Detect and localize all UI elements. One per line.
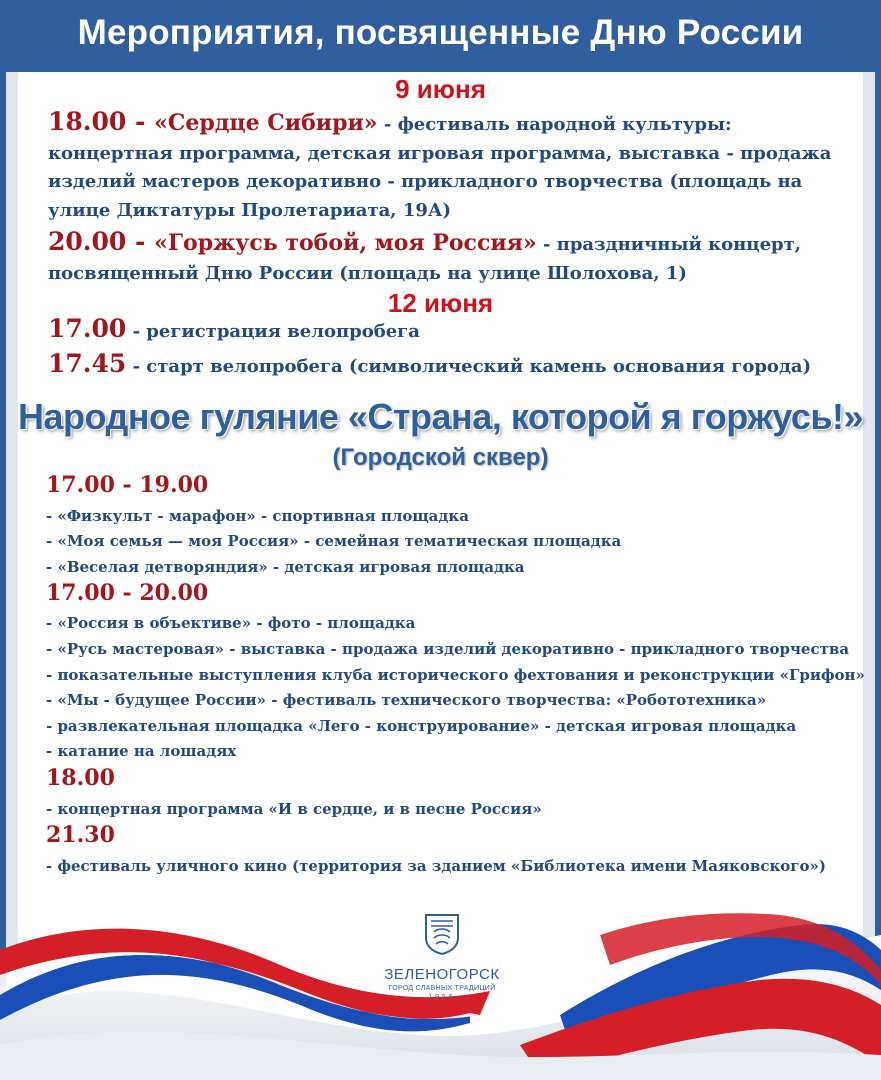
time-slot-4: 21.30 [46,822,115,848]
header-bar [0,0,881,66]
time-slot-2: 17.00 - 20.00 [46,580,209,606]
city-tagline: ГОРОД СЛАВНЫХ ТРАДИЦИЙ [388,985,496,992]
event-entry-4 [48,349,868,378]
list-item: - катание на лошадях [46,742,237,760]
city-logo [372,912,512,1001]
time-slot-3: 18.00 [46,765,115,791]
time-slot-1: 17.00 - 19.00 [46,472,209,498]
event-time: 18.00 - [48,107,155,136]
event-time: 17.45 [48,349,127,378]
page-title: Мероприятия, посвященные Дню России [77,13,804,52]
city-emblem-icon [422,912,462,956]
festival-title: Народное гуляние «Страна, которой я горжусь!» [17,396,864,437]
date-heading-2: 12 июня [387,288,494,318]
list-item: - «Россия в объективе» - фото - площадка [46,614,416,632]
city-year: 1956 [428,994,456,1001]
event-time: 17.00 [48,314,127,343]
list-item: - «Русь мастеровая» - выставка - продажа изделий декоративно - прикладного творчества [46,640,850,658]
list-item: - «Веселая детворяндия» - детская игровая площадка [46,558,525,576]
list-item: - фестиваль уличного кино (территория за зданием «Библиотека имени Маяковского») [46,857,826,875]
event-entry-1 [48,108,848,225]
event-description: - старт велопробега (символический камень основания города) [126,356,812,377]
list-item: - развлекательная площадка «Лего - конструирование» - детская игровая площадка [46,717,797,735]
list-item: - «Моя семья — моя Россия» - семейная тематическая площадка [46,532,622,550]
list-item: - показательные выступления клуба исторического фехтования и реконструкции «Грифон» [46,666,865,684]
event-time: 20.00 - [48,227,155,256]
date-heading-1: 9 июня [395,74,486,104]
list-item: - «Физкульт - марафон» - спортивная площадка [46,507,469,525]
event-title: «Горжусь тобой, моя Россия» [154,230,537,256]
event-entry-2 [48,228,848,288]
event-title: «Сердце Сибири» [154,110,378,136]
city-name: ЗЕЛЕНОГОРСК [384,966,500,983]
event-description: - фестиваль народной культуры: концертная программа, детская игровая программа, выставка - продажа изделий мастеров декоративно - прикладного творчества (площадь на улице Диктатуры Пролетариата, 19А) [48,114,832,221]
event-description: - праздничный концерт, посвященный Дню России (площадь на улице Шолохова, 1) [48,234,802,284]
event-description: - регистрация велопробега [126,321,420,342]
festival-subtitle: (Городской сквер) [332,444,549,471]
list-item: - концертная программа «И в сердце, и в песне Россия» [46,800,542,818]
list-item: - «Мы - будущее России» - фестиваль технического творчества: «Робототехника» [46,691,767,709]
event-entry-3 [48,314,868,343]
